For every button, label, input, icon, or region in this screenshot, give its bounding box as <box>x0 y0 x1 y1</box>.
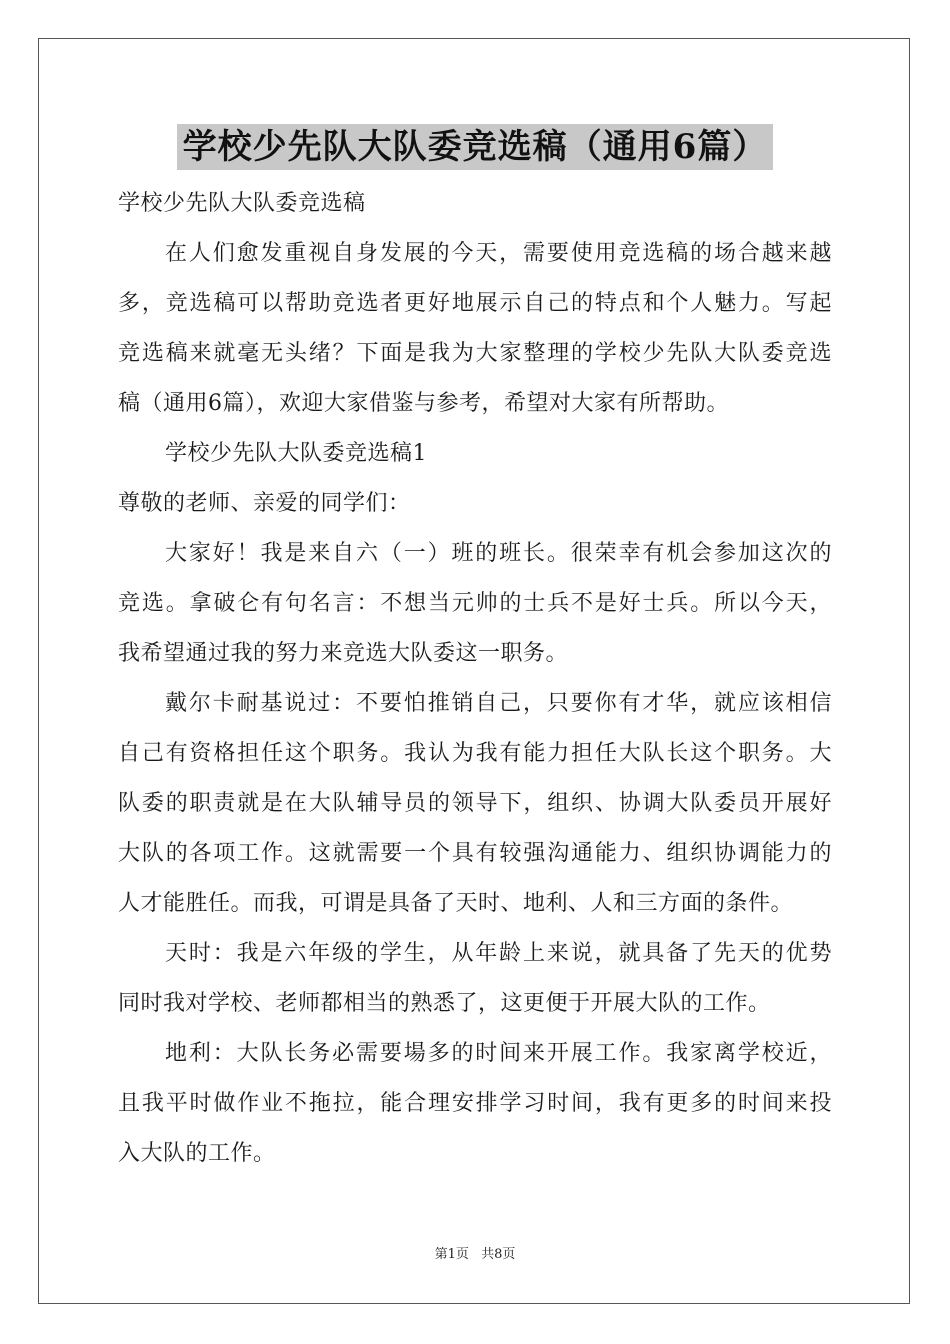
page-total: 共8页 <box>481 1247 516 1262</box>
text-line: 人才能胜任。而我，可谓是具备了天时、地利、人和三方面的条件。 <box>118 891 794 916</box>
text-line: 同时我对学校、老师都相当的熟悉了，这更便于开展大队的工作。 <box>118 991 771 1016</box>
document-title: 学校少先队大队委竞选稿（通用6篇） <box>177 124 774 170</box>
text-line: 尊敬的老师、亲爱的同学们： <box>118 491 411 516</box>
text-line: 戴尔卡耐基说过：不要怕推销自己，只要你有才华，就应该相信 <box>165 691 832 716</box>
text-line: 天时：我是六年级的学生，从年龄上来说，就具备了先天的优势 <box>165 941 832 966</box>
text-line: 多，竞选稿可以帮助竞选者更好地展示自己的特点和个人魅力。写起 <box>118 291 832 316</box>
text-line: 竞选。拿破仑有句名言：不想当元帅的士兵不是好士兵。所以今天， <box>118 591 832 616</box>
page-number: 第1页 <box>434 1247 469 1262</box>
text-line: 稿（通用6篇），欢迎大家借鉴与参考，希望对大家有所帮助。 <box>118 391 729 416</box>
text-line: 学校少先队大队委竞选稿1 <box>165 441 427 466</box>
title-area <box>0 124 950 170</box>
text-line: 队委的职责就是在大队辅导员的领导下，组织、协调大队委员开展好 <box>118 791 832 816</box>
text-line: 大家好！我是来自六（一）班的班长。很荣幸有机会参加这次的 <box>165 541 832 566</box>
page-footer <box>0 1243 950 1262</box>
text-line: 入大队的工作。 <box>118 1141 276 1166</box>
text-line: 学校少先队大队委竞选稿 <box>118 191 366 216</box>
text-line: 大队的各项工作。这就需要一个具有较强沟通能力、组织协调能力的 <box>118 841 832 866</box>
document-body <box>118 179 832 1179</box>
text-line: 我希望通过我的努力来竞选大队委这一职务。 <box>118 641 569 666</box>
text-line: 在人们愈发重视自身发展的今天，需要使用竞选稿的场合越来越 <box>165 241 832 266</box>
text-line: 竞选稿来就毫无头绪？下面是我为大家整理的学校少先队大队委竞选 <box>118 341 832 366</box>
text-line: 自己有资格担任这个职务。我认为我有能力担任大队长这个职务。大 <box>118 741 832 766</box>
text-line: 且我平时做作业不拖拉，能合理安排学习时间，我有更多的时间来投 <box>118 1091 832 1116</box>
text-line: 地利：大队长务必需要場多的时间来开展工作。我家离学校近， <box>165 1041 832 1066</box>
